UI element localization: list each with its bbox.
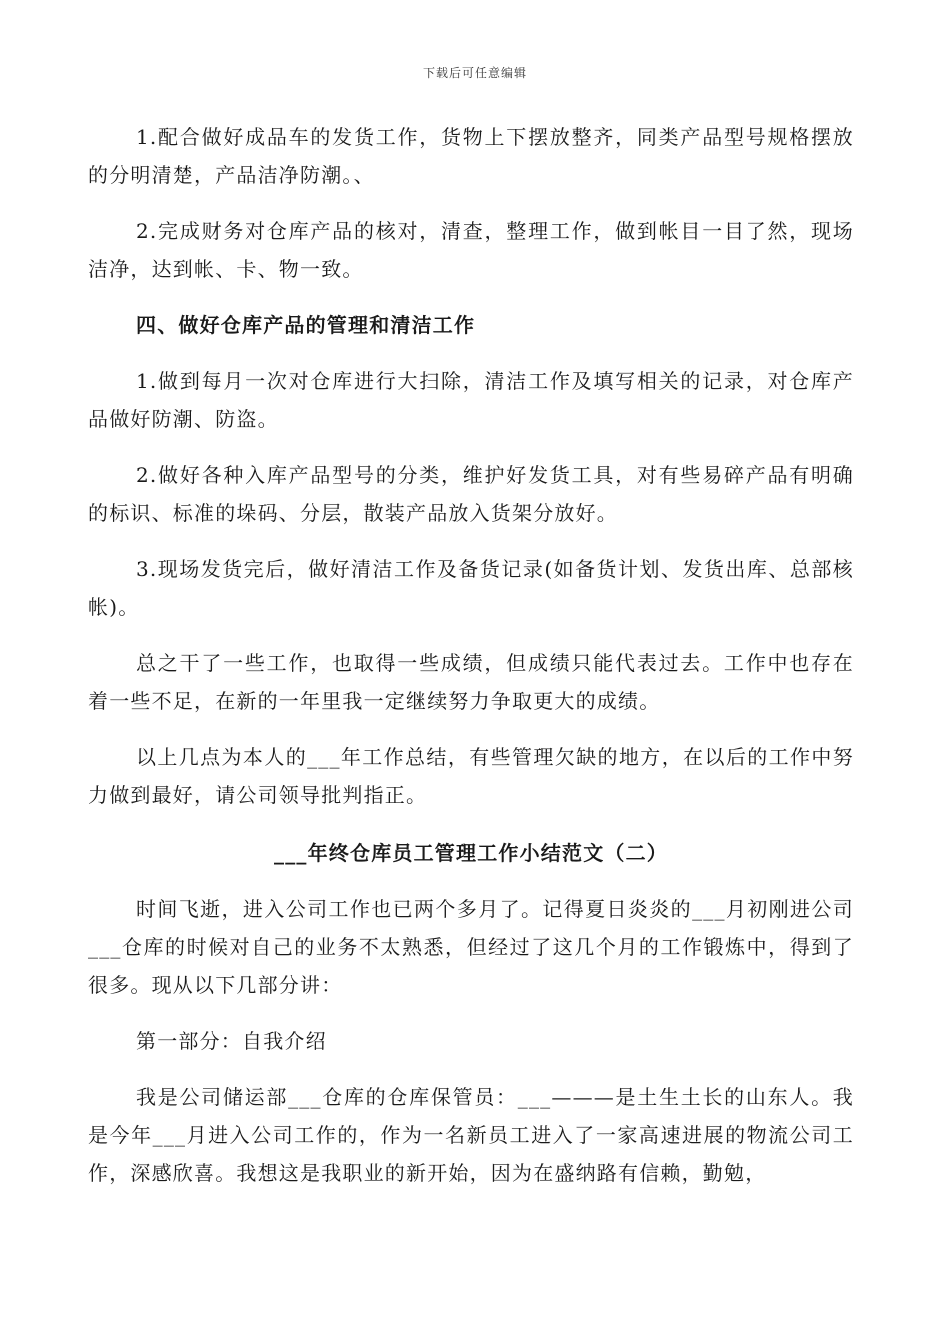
article-title-2: ___年终仓库员工管理工作小结范文（二） (274, 841, 668, 865)
document-body (88, 118, 854, 1210)
paragraph-4: 2.做好各种入库产品型号的分类，维护好发货工具，对有些易碎产品有明确的标识、标准的垛码、分层，散装产品放入货架分放好。 (88, 463, 854, 525)
paragraph-self-intro: 我是公司储运部___仓库的仓库保管员：___———是土生土长的山东人。我是今年___月进入公司工作的，作为一名新员工进入了一家高速进展的物流公司工作，深感欣喜。我想这是我职业的新开始，因为在盛纳路有信赖，勤勉， (88, 1085, 854, 1185)
paragraph-3: 1.做到每月一次对仓库进行大扫除，清洁工作及填写相关的记录，对仓库产品做好防潮、防盗。 (88, 369, 854, 431)
page-header: 下载后可任意编辑 (422, 66, 527, 80)
paragraph-5: 3.现场发货完后，做好清洁工作及备货记录(如备货计划、发货出库、总部核帐)。 (88, 557, 854, 619)
paragraph-part-1: 第一部分：自我介绍 (136, 1029, 327, 1053)
paragraph-intro: 时间飞逝，进入公司工作也已两个多月了。记得夏日炎炎的___月初刚进公司___仓库的时候对自己的业务不太熟悉，但经过了这几个月的工作锻炼中，得到了很多。现从以下几部分讲： (88, 897, 854, 997)
paragraph-closing: 以上几点为本人的___年工作总结，有些管理欠缺的地方，在以后的工作中努力做到最好，请公司领导批判指正。 (88, 745, 854, 807)
section-heading-4: 四、做好仓库产品的管理和清洁工作 (136, 313, 476, 337)
paragraph-1: 1.配合做好成品车的发货工作，货物上下摆放整齐，同类产品型号规格摆放的分明清楚，产品洁净防潮。、 (88, 125, 854, 187)
paragraph-summary: 总之干了一些工作，也取得一些成绩，但成绩只能代表过去。工作中也存在着一些不足，在新的一年里我一定继续努力争取更大的成绩。 (88, 651, 854, 713)
paragraph-2: 2.完成财务对仓库产品的核对，清查，整理工作，做到帐目一目了然，现场洁净，达到帐、卡、物一致。 (88, 219, 854, 281)
